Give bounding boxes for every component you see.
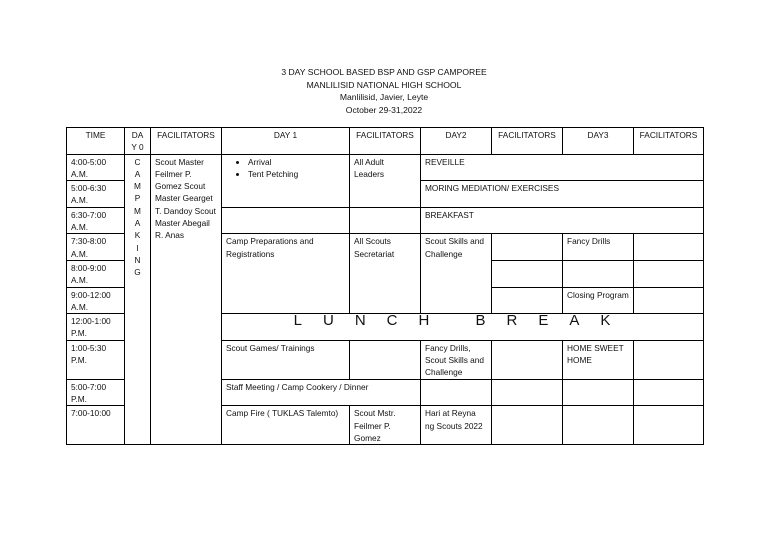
list-item: • Tent Petching — [248, 168, 345, 180]
col-header-day0 — [125, 128, 151, 155]
col-header-day1: DAY 1 — [222, 128, 350, 155]
time-cell: 6:30-7:00 A.M. — [67, 207, 125, 234]
empty-cell — [350, 207, 421, 234]
day0-letter: K — [134, 230, 141, 241]
empty-cell — [350, 340, 421, 379]
day3-closing-cell: Closing Program — [563, 287, 634, 314]
col-header-day2: DAY2 — [421, 128, 492, 155]
time-cell: 1:00-5:30 P.M. — [67, 340, 125, 379]
school-name: MANLILISID NATIONAL HIGH SCHOOL — [306, 79, 462, 90]
day0-vertical-text — [129, 156, 146, 279]
day0-letter: N — [134, 254, 141, 265]
table-row — [67, 154, 704, 181]
day0-camp-making-cell — [125, 154, 151, 445]
day2-skills-cell: Scout Skills and Challenge — [421, 234, 492, 314]
empty-cell — [492, 260, 563, 287]
day1-camp-fire-cell: Camp Fire ( TUKLAS Talemto) — [222, 406, 350, 445]
day3-fancy-drills-cell: Fancy Drills — [563, 234, 634, 261]
time-cell: 5:00-7:00 P.M. — [67, 379, 125, 406]
time-cell: 5:00-6:30 A.M. — [67, 181, 125, 208]
day0-letter: C — [134, 156, 141, 167]
time-cell: 7:30-8:00 A.M. — [67, 234, 125, 261]
day0-letter: P — [134, 193, 141, 204]
empty-cell — [563, 260, 634, 287]
empty-cell — [634, 379, 704, 406]
day0-facilitators-cell: Scout Master Feilmer P. Gomez Scout Master Gearget T. Dandoy Scout Master Abegail R. Anas — [151, 154, 222, 445]
day1-camp-fire-facilitators: Scout Mstr. Feilmer P. Gomez — [350, 406, 421, 445]
empty-cell — [634, 260, 704, 287]
lunch-break-banner: LUNCH BREAK — [222, 314, 704, 341]
empty-cell — [492, 340, 563, 379]
empty-cell — [421, 379, 492, 406]
day1-arrival-list — [226, 156, 345, 181]
day0-letter: A — [134, 168, 141, 179]
day0-letter: M — [134, 181, 141, 192]
col-header-day0-b: Y 0 — [131, 142, 144, 153]
time-cell: 9:00-12:00 A.M. — [67, 287, 125, 314]
location: Manlilisid, Javier, Leyte — [339, 92, 429, 103]
empty-cell — [492, 234, 563, 261]
empty-cell — [492, 287, 563, 314]
list-item: • Arrival — [248, 156, 345, 168]
col-header-time: TIME — [67, 128, 125, 155]
day0-letter: A — [134, 218, 141, 229]
day1-camp-prep-cell: Camp Preparations and Registrations — [222, 234, 350, 314]
col-header-facilitators: FACILITATORS — [151, 128, 222, 155]
date-range: October 29-31,2022 — [345, 104, 423, 115]
empty-cell — [492, 379, 563, 406]
empty-cell — [634, 234, 704, 261]
day2-hari-cell: Hari at Reyna ng Scouts 2022 — [421, 406, 492, 445]
day0-letter: G — [134, 267, 141, 278]
day2-mediation-cell: MORING MEDIATION/ EXERCISES — [421, 181, 704, 208]
empty-cell — [634, 287, 704, 314]
empty-cell — [634, 340, 704, 379]
time-cell: 7:00-10:00 — [67, 406, 125, 445]
day2-breakfast-cell: BREAKFAST — [421, 207, 704, 234]
day0-letter: M — [134, 205, 141, 216]
schedule-table — [66, 127, 704, 445]
day1-arrival-facilitators: All Adult Leaders — [350, 154, 421, 207]
time-cell: 8:00-9:00 A.M. — [67, 260, 125, 287]
day1-arrival-cell — [222, 154, 350, 207]
document-header — [0, 66, 768, 116]
empty-cell — [222, 207, 350, 234]
title-line: 3 DAY SCHOOL BASED BSP AND GSP CAMPOREE — [281, 67, 487, 77]
day1-staff-meeting-cell: Staff Meeting / Camp Cookery / Dinner — [222, 379, 421, 406]
day1-games-cell: Scout Games/ Trainings — [222, 340, 350, 379]
time-cell: 12:00-1:00 P.M. — [67, 314, 125, 341]
col-header-facilitators: FACILITATORS — [634, 128, 704, 155]
empty-cell — [634, 406, 704, 445]
col-header-day0-a: DA — [131, 130, 144, 140]
empty-cell — [563, 379, 634, 406]
day0-letter: I — [136, 242, 139, 253]
day3-home-cell: HOME SWEET HOME — [563, 340, 634, 379]
empty-cell — [563, 406, 634, 445]
empty-cell — [492, 406, 563, 445]
day2-fancy-drills-cell: Fancy Drills, Scout Skills and Challenge — [421, 340, 492, 379]
day2-reveille-cell: REVEILLE — [421, 154, 704, 181]
col-header-facilitators: FACILITATORS — [492, 128, 563, 155]
day1-camp-prep-facilitators: All Scouts Secretariat — [350, 234, 421, 314]
col-header-facilitators: FACILITATORS — [350, 128, 421, 155]
header-row — [67, 128, 704, 155]
time-cell: 4:00-5:00 A.M. — [67, 154, 125, 181]
col-header-day3: DAY3 — [563, 128, 634, 155]
